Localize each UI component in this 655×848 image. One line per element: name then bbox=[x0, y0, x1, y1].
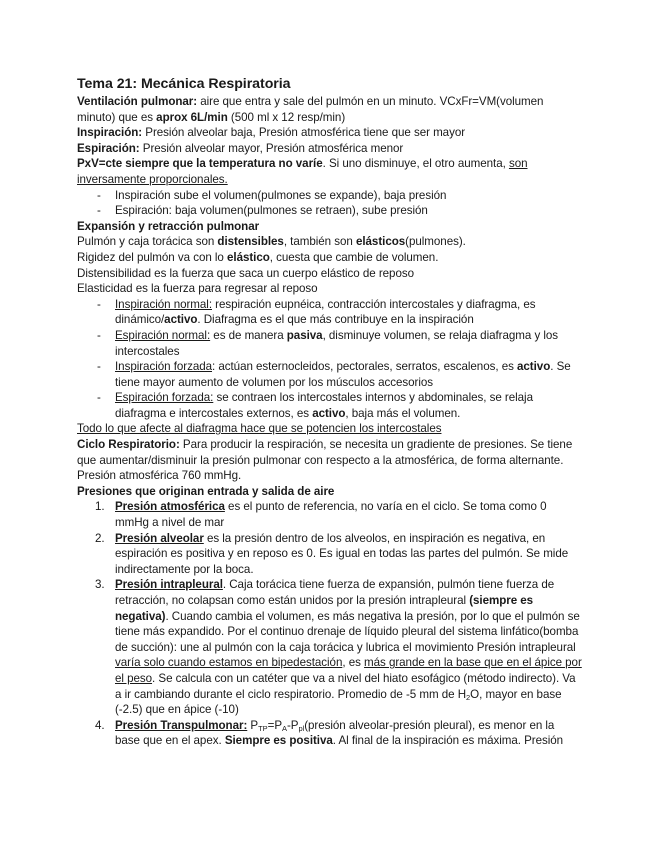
term-ciclo: Ciclo Respiratorio: bbox=[77, 438, 180, 452]
term: pasiva bbox=[286, 328, 323, 342]
text: (presión alveolar-presión pleural), es menor en la base que en el apex. bbox=[115, 718, 555, 748]
term-presion-transpulmonar: Presión Transpulmonar: bbox=[115, 718, 248, 732]
text: . Caja torácica tiene fuerza de expansión, pulmón tiene fuerza de retracción, no colapsan como están unidos por la presión intrapleural bbox=[115, 578, 555, 607]
text: aire que entra y sale del pulmón en un minuto. VCxFr=VM(volumen minuto) que es bbox=[77, 95, 544, 124]
term-inspiracion: Inspiración: bbox=[77, 126, 143, 140]
list-number: 4. bbox=[95, 718, 105, 732]
term-presion-intrapleural: Presión intrapleural bbox=[115, 578, 223, 592]
text: Pulmón y caja torácica son bbox=[77, 235, 218, 249]
list-item bbox=[77, 577, 582, 717]
espiracion-paragraph bbox=[77, 141, 582, 157]
text: , es bbox=[342, 656, 365, 670]
rigidez-paragraph bbox=[77, 250, 582, 266]
text: , también son bbox=[283, 235, 356, 249]
list-number: 1. bbox=[95, 500, 105, 514]
section-heading-expansion bbox=[77, 219, 582, 235]
term-pxv: PxV=cte siempre que la temperatura no varíe bbox=[77, 157, 323, 171]
text: : actúan esternocleidos, pectorales, serratos, escalenos, es bbox=[212, 360, 518, 374]
dash-list-volumen bbox=[77, 188, 582, 219]
text: . Cuando cambia el volumen, es más negativa la presión, por lo que el pulmón se tiene más expandido. Por el continuo drenaje de líquido pleural del sistema linfático(bomba de succión): une al pulmón con la caja torácica y lubrica el movimiento Presión intrapleural bbox=[115, 609, 580, 654]
list-item bbox=[77, 390, 582, 421]
text: Rigidez del pulmón va con lo bbox=[77, 250, 227, 264]
text: , baja más el volumen. bbox=[345, 406, 461, 420]
subscript: A bbox=[282, 723, 287, 733]
text: Presión alveolar baja, Presión atmosférica tiene que ser mayor bbox=[142, 126, 466, 140]
numbered-list-presiones bbox=[77, 499, 582, 749]
term-distensibles: distensibles bbox=[217, 235, 284, 249]
section-heading-presiones bbox=[77, 484, 582, 500]
term-aprox: aprox 6L/min bbox=[156, 110, 228, 124]
text: es el punto de referencia, no varía en el ciclo. Se toma como 0 mmHg a nivel de mar bbox=[115, 500, 547, 530]
text: O, mayor en base (-2.5) que en ápice (-10) bbox=[115, 687, 562, 717]
boyle-paragraph bbox=[77, 156, 582, 187]
underlined-text: son inversamente proporcionales. bbox=[77, 157, 528, 186]
text: respiración eupnéica, contracción intercostales y diafragma, es dinámico/ bbox=[115, 297, 536, 327]
ventilacion-paragraph bbox=[77, 94, 582, 125]
underlined-text: Inspiración forzada bbox=[115, 360, 213, 374]
term: activo bbox=[312, 406, 346, 420]
page-title: Tema 21: Mecánica Respiratoria bbox=[77, 76, 291, 92]
text: . Diafragma es el que más contribuye en la inspiración bbox=[197, 313, 474, 327]
heading-text: Expansión y retracción pulmonar bbox=[77, 219, 260, 233]
document-page bbox=[77, 76, 582, 749]
text: . Al final de la inspiración es máxima. Presión bbox=[332, 734, 564, 748]
underlined-text: más grande en la base que en el ápice por el peso bbox=[115, 656, 582, 685]
term-presion-atmosferica: Presión atmosférica bbox=[115, 500, 225, 514]
list-item bbox=[77, 328, 582, 359]
text: (pulmones). bbox=[405, 235, 466, 249]
underlined-text: Todo lo que afecte al diafragma hace que se potencien los intercostales bbox=[77, 422, 442, 436]
distensibles-paragraph bbox=[77, 234, 582, 250]
term-presion-alveolar: Presión alveolar bbox=[115, 531, 204, 545]
subscript: TP bbox=[258, 723, 268, 733]
distensibilidad-paragraph: Distensibilidad es la fuerza que saca un cuerpo elástico de reposo bbox=[77, 266, 414, 280]
list-number: 2. bbox=[95, 531, 105, 545]
heading-text: Presiones que originan entrada y salida de aire bbox=[77, 484, 335, 498]
text: se contraen los intercostales internos y abdominales, se relaja diafragma e intercostales externos, es bbox=[115, 391, 533, 420]
text: P bbox=[247, 718, 259, 732]
subscript: pl bbox=[298, 723, 305, 733]
list-item: - Espiración: baja volumen(pulmones se retraen), sube presión bbox=[77, 203, 582, 219]
term: (siempre es negativa) bbox=[115, 594, 534, 623]
term-espiracion: Espiración: bbox=[77, 141, 140, 155]
diafragma-paragraph bbox=[77, 421, 582, 437]
list-item: - Inspiración sube el volumen(pulmones se expande), baja presión bbox=[77, 188, 582, 204]
list-item bbox=[77, 297, 582, 328]
text: . Se calcula con un catéter que va a nivel del hiato esofágico (método indirecto). Va a ir cambiando durante el ciclo respiratorio. Promedio de -5 mm de H bbox=[115, 671, 576, 701]
underlined-text: Espiración forzada: bbox=[115, 391, 214, 405]
text: es de manera bbox=[210, 328, 287, 342]
list-item bbox=[77, 359, 582, 390]
term-elasticos: elásticos bbox=[355, 235, 406, 249]
list-item bbox=[77, 718, 582, 749]
dash-list-respiracion bbox=[77, 297, 582, 422]
text: (500 ml x 12 resp/min) bbox=[227, 110, 346, 124]
text: =P bbox=[267, 718, 283, 732]
list-number: 3. bbox=[95, 578, 105, 592]
term-ventilacion: Ventilación pulmonar: bbox=[77, 95, 198, 108]
underlined-text: varía solo cuando estamos en bipedestación bbox=[115, 656, 343, 670]
term: Siempre es positiva bbox=[224, 734, 333, 748]
inspiracion-paragraph bbox=[77, 125, 582, 141]
term: activo bbox=[517, 360, 551, 374]
underlined-text: Espiración normal: bbox=[115, 328, 211, 342]
text: Para producir la respiración, se necesita un gradiente de presiones. Se tiene que aumentar/disminuir la presión pulmonar con respecto a la atmosférica, de forma alternante. Presión atmosférica 760 mmHg. bbox=[77, 438, 573, 483]
subscript: 2 bbox=[466, 692, 471, 702]
text: , disminuye volumen, se relaja diafragma y los intercostales bbox=[115, 328, 559, 358]
text: Presión alveolar mayor, Presión atmosférica menor bbox=[139, 141, 404, 155]
term-elastico: elástico bbox=[227, 250, 270, 264]
text: es la presión dentro de los alveolos, en inspiración es negativa, en espiración es positiva y en reposo es 0. Es igual en todas las partes del pulmón. Se mide indirectamente por la boca. bbox=[115, 531, 569, 576]
text: , cuesta que cambie de volumen. bbox=[269, 250, 439, 264]
list-item bbox=[77, 531, 582, 578]
elasticidad-paragraph: Elasticidad es la fuerza para regresar al reposo bbox=[77, 282, 318, 296]
ciclo-paragraph bbox=[77, 437, 582, 484]
text: -P bbox=[286, 718, 299, 732]
text: . Se tiene mayor aumento de volumen por los músculos accesorios bbox=[115, 360, 571, 389]
text: . Si uno disminuye, el otro aumenta, bbox=[322, 157, 509, 171]
list-item bbox=[77, 499, 582, 530]
underlined-text: Inspiración normal: bbox=[115, 297, 212, 311]
term: activo bbox=[164, 313, 198, 327]
